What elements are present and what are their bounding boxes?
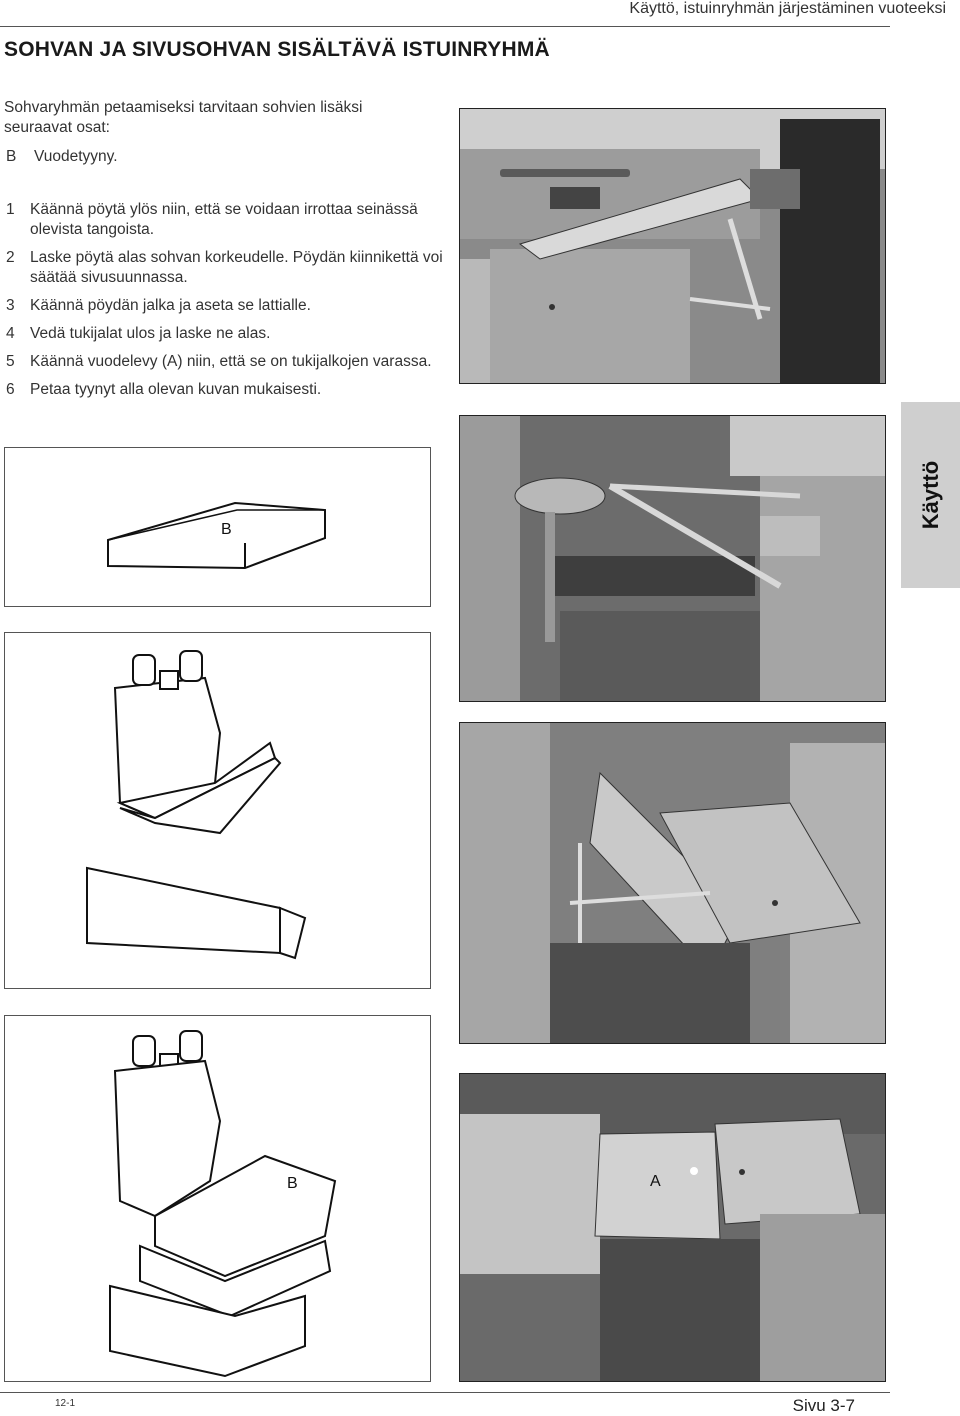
footer-code: 12-1: [55, 1398, 76, 1409]
step-number: 2: [6, 249, 15, 266]
section-side-tab: [901, 402, 960, 588]
step-number: 6: [6, 381, 15, 398]
drawing-cushion-b: [4, 447, 431, 607]
photo-bed-base-a: [459, 1073, 886, 1382]
intro-text: Sohvaryhmän petaamiseksi tarvitaan sohvien lisäksi seuraavat osat:: [4, 99, 363, 136]
header-rule: [0, 26, 890, 27]
part-code: B: [6, 148, 17, 165]
footer-rule: [0, 1392, 890, 1393]
cushion-b-label: B: [221, 521, 232, 538]
step-item: [6, 380, 446, 400]
step-number: 4: [6, 325, 15, 342]
section-title: SOHVAN JA SIVUSOHVAN SISÄLTÄVÄ ISTUINRYHMÄ: [4, 38, 550, 61]
photo-table-leg: [459, 415, 886, 702]
step-text: Petaa tyynyt alla olevan kuvan mukaisesti.: [30, 381, 322, 398]
photo-a-label: A: [650, 1173, 661, 1190]
page-header-title: Käyttö, istuinryhmän järjestäminen vuoteeksi: [629, 0, 946, 17]
side-tab-label: Käyttö: [917, 460, 943, 530]
step-item: [6, 324, 446, 344]
step-text: Käännä pöytä ylös niin, että se voidaan irrottaa seinässä olevista tangoista.: [30, 201, 418, 238]
bed-b-label: B: [287, 1175, 298, 1192]
step-number: 5: [6, 353, 15, 370]
step-item: [6, 200, 446, 240]
step-text: Käännä vuodelevy (A) niin, että se on tukijalkojen varassa.: [30, 353, 432, 370]
step-item: [6, 352, 446, 372]
step-text: Vedä tukijalat ulos ja laske ne alas.: [30, 325, 271, 342]
parts-list-item: [6, 148, 118, 166]
step-text: Laske pöytä alas sohvan korkeudelle. Pöydän kiinnikettä voi säätää sivusuunnassa.: [30, 249, 443, 286]
step-item: [6, 296, 446, 316]
photo-table-lift: [459, 108, 886, 384]
drawing-bed-made: [4, 1015, 431, 1382]
page-number: Sivu 3-7: [792, 1396, 855, 1415]
step-number: 3: [6, 297, 15, 314]
photo-bed-plate-turn: [459, 722, 886, 1044]
part-label: Vuodetyyny.: [34, 148, 118, 165]
drawing-sofa-bench: [4, 632, 431, 989]
step-item: [6, 248, 446, 288]
step-text: Käännä pöydän jalka ja aseta se lattialle.: [30, 297, 311, 314]
steps-list: [6, 200, 446, 408]
step-number: 1: [6, 201, 15, 218]
